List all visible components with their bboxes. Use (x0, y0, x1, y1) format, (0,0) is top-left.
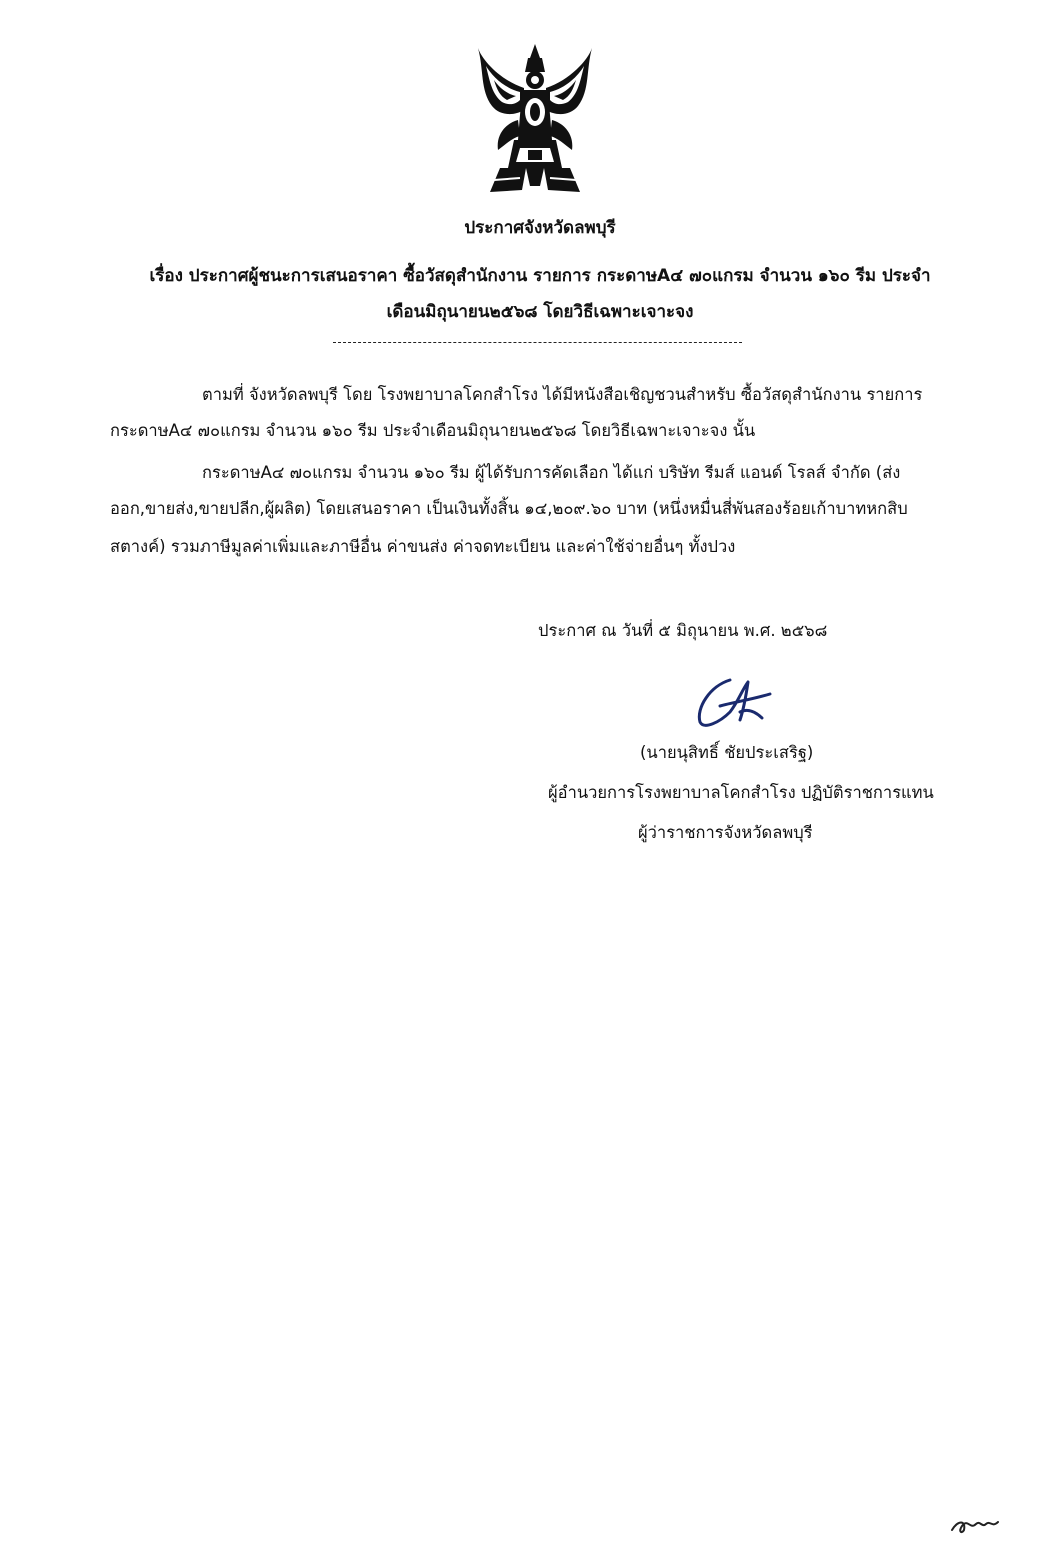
body-line-4: ออก,ขายส่ง,ขายปลีก,ผู้ผลิต) โดยเสนอราคา เป็นเงินทั้งสิ้น ๑๔,๒๐๙.๖๐ บาท (หนึ่งหมื่นสี่พันสองร้อยเก้าบาทหกสิบ (110, 499, 908, 518)
signatory-governor: ผู้ว่าราชการจังหวัดลพบุรี (638, 823, 813, 842)
subject-line-1: เรื่อง ประกาศผู้ชนะการเสนอราคา ซื้อวัสดุสำนักงาน รายการ กระดาษA๔ ๗๐แกรม จำนวน ๑๖๐ รีม ประจำ (149, 266, 931, 286)
handwritten-initial (948, 1508, 1008, 1538)
handwritten-signature (690, 672, 780, 732)
title-divider (333, 342, 742, 343)
body-line-1: ตามที่ จังหวัดลพบุรี โดย โรงพยาบาลโคกสำโรง ได้มีหนังสือเชิญชวนสำหรับ ซื้อวัสดุสำนักงาน รายการ (202, 385, 923, 404)
body-line-5: สตางค์) รวมภาษีมูลค่าเพิ่มและภาษีอื่น ค่าขนส่ง ค่าจดทะเบียน และค่าใช้จ่ายอื่นๆ ทั้งปวง (110, 537, 736, 556)
signatory-position: ผู้อำนวยการโรงพยาบาลโคกสำโรง ปฏิบัติราชการแทน (548, 783, 934, 802)
garuda-emblem-icon (470, 40, 600, 200)
document-title: ประกาศจังหวัดลพบุรี (464, 218, 616, 238)
body-line-2: กระดาษA๔ ๗๐แกรม จำนวน ๑๖๐ รีม ประจำเดือนมิถุนายน๒๕๖๘ โดยวิธีเฉพาะเจาะจง นั้น (110, 421, 756, 440)
body-line-3: กระดาษA๔ ๗๐แกรม จำนวน ๑๖๐ รีม ผู้ได้รับการคัดเลือก ได้แก่ บริษัท รีมส์ แอนด์ โรลส์ จำกัด (ส่ง (202, 463, 901, 482)
announcement-date: ประกาศ ณ วันที่ ๕ มิถุนายน พ.ศ. ๒๕๖๘ (538, 621, 828, 640)
subject-line-2: เดือนมิถุนายน๒๕๖๘ โดยวิธีเฉพาะเจาะจง (386, 302, 694, 322)
signatory-name: (นายนุสิทธิ์ ชัยประเสริฐ) (640, 743, 814, 762)
